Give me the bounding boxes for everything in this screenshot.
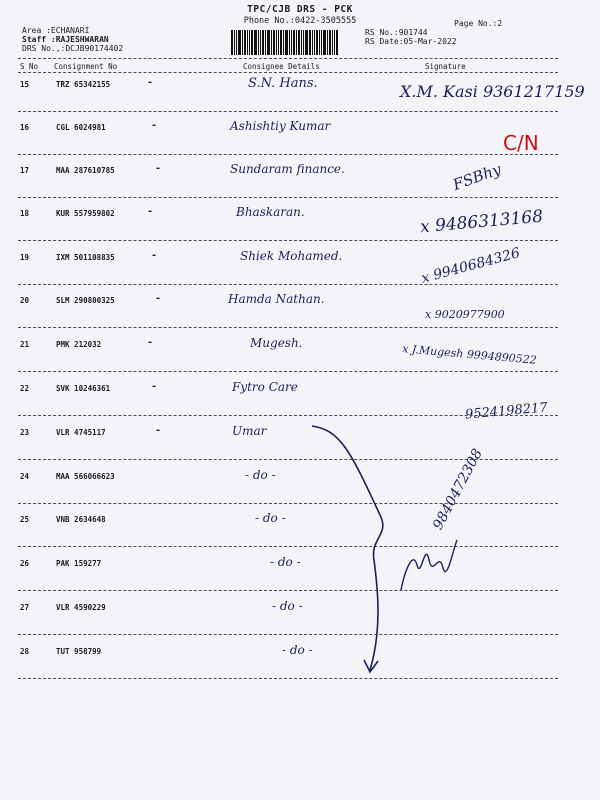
row-mark: -	[148, 206, 153, 217]
cn-mark: C/N	[503, 131, 539, 155]
row-consignee-handwriting: Mugesh.	[250, 336, 303, 350]
drs-number: DRS No.,:DCJB90174402	[22, 44, 124, 53]
barcode-bar	[301, 30, 302, 55]
row-consignment-number: VNB 2634648	[56, 515, 106, 524]
row-signature-handwriting: 9524198217	[464, 400, 549, 423]
barcode-bar	[273, 30, 275, 55]
row-divider	[18, 154, 558, 155]
row-signature-handwriting: FSBhy	[450, 160, 504, 194]
barcode-bar	[293, 30, 295, 55]
row-mark: -	[156, 425, 161, 436]
row-consignee-handwriting: - do -	[270, 555, 301, 569]
barcode-bar	[271, 30, 272, 55]
row-consignee-handwriting: - do -	[255, 511, 286, 525]
barcode-bar	[254, 30, 257, 55]
row-signature-handwriting: x J.Mugesh 9994890522	[401, 342, 538, 367]
row-sno: 17	[20, 166, 30, 175]
barcode-bar	[236, 30, 237, 55]
row-consignment-number: MAA 566066623	[56, 472, 115, 481]
row-sno: 21	[20, 340, 30, 349]
barcode-bar	[321, 30, 322, 55]
row-signature-handwriting: X.M. Kasi 9361217159	[400, 82, 585, 101]
barcode-bar	[262, 30, 264, 55]
column-header-consignment: Consignment No	[54, 62, 118, 71]
row-sno: 28	[20, 647, 30, 656]
row-signature-handwriting: x 9486313168	[419, 206, 544, 238]
page-number: Page No.:2	[454, 19, 503, 28]
row-sno: 19	[20, 253, 30, 262]
group-signature-scribble	[395, 510, 505, 610]
row-sno: 20	[20, 296, 30, 305]
row-divider	[18, 327, 558, 328]
barcode-icon	[231, 30, 361, 55]
barcode-bar	[296, 30, 297, 55]
barcode-bar	[251, 30, 253, 55]
row-divider	[18, 415, 558, 416]
barcode-bar	[305, 30, 308, 55]
barcode-bar	[258, 30, 259, 55]
barcode-bar	[267, 30, 270, 55]
row-mark: -	[156, 293, 161, 304]
barcode-bar	[249, 30, 250, 55]
row-consignment-number: CGL 6024981	[56, 123, 106, 132]
barcode-bar	[247, 30, 248, 55]
barcode-bar	[332, 30, 333, 55]
row-sno: 25	[20, 515, 30, 524]
row-sno: 16	[20, 123, 30, 132]
row-consignee-handwriting: Umar	[232, 424, 267, 438]
row-consignment-number: TRZ 65342155	[56, 80, 111, 89]
row-mark: -	[152, 120, 157, 131]
row-consignment-number: IXM 501108835	[56, 253, 115, 262]
barcode-bar	[291, 30, 292, 55]
document-title: TPC/CJB DRS - PCK	[247, 4, 353, 15]
barcode-bar	[276, 30, 277, 55]
row-sno: 27	[20, 603, 30, 612]
row-consignee-handwriting: S.N. Hans.	[248, 76, 318, 91]
row-consignment-number: SLM 290800325	[56, 296, 115, 305]
column-header-signature: Signature	[425, 62, 466, 71]
row-consignee-handwriting: - do -	[282, 643, 313, 657]
rs-date: RS Date:05-Mar-2022	[365, 37, 457, 46]
row-consignment-number: VLR 4745117	[56, 428, 106, 437]
row-mark: -	[148, 77, 153, 88]
rs-number: RS No.:901744	[365, 28, 428, 37]
row-mark: -	[148, 337, 153, 348]
barcode-bar	[234, 30, 235, 55]
row-consignee-handwriting: Fytro Care	[232, 380, 298, 394]
row-divider	[18, 284, 558, 285]
row-mark: -	[156, 163, 161, 174]
row-consignee-handwriting: - do -	[245, 468, 276, 482]
row-consignee-handwriting: Sundaram finance.	[230, 162, 345, 176]
row-sno: 22	[20, 384, 30, 393]
row-consignment-number: VLR 4590229	[56, 603, 106, 612]
row-consignee-handwriting: Ashishtiy Kumar	[230, 119, 331, 133]
barcode-bar	[278, 30, 279, 55]
row-mark: -	[152, 381, 157, 392]
barcode-bar	[260, 30, 261, 55]
barcode-bar	[298, 30, 300, 55]
barcode-bar	[336, 30, 338, 55]
row-sno: 18	[20, 209, 30, 218]
barcode-bar	[231, 30, 233, 55]
barcode-bar	[238, 30, 241, 55]
row-consignee-handwriting: Bhaskaran.	[236, 205, 305, 219]
row-divider	[18, 111, 558, 112]
area-label: Area :ECHANARI	[22, 26, 90, 35]
barcode-bar	[316, 30, 318, 55]
row-mark: -	[152, 250, 157, 261]
row-consignment-number: KUR 557959802	[56, 209, 115, 218]
row-signature-handwriting: x 9940684326	[419, 245, 522, 287]
row-signature-handwriting: x 9020977900	[425, 308, 505, 321]
row-divider	[18, 371, 558, 372]
row-consignment-number: PAK 159277	[56, 559, 102, 568]
barcode-bar	[285, 30, 288, 55]
row-sno: 26	[20, 559, 30, 568]
staff-label: Staff :RAJESHWARAN	[22, 35, 109, 44]
column-header-consignee: Consignee Details	[243, 62, 320, 71]
column-header-sno: S No	[20, 62, 39, 71]
barcode-bar	[327, 30, 328, 55]
barcode-bar	[314, 30, 315, 55]
barcode-bar	[283, 30, 284, 55]
row-divider	[18, 197, 558, 198]
row-consignee-handwriting: Shiek Mohamed.	[240, 249, 343, 263]
header-bottom-rule	[18, 72, 558, 73]
phone-number: Phone No.:0422-3505555	[243, 16, 357, 26]
row-sno: 24	[20, 472, 30, 481]
row-sno: 15	[20, 80, 30, 89]
barcode-bar	[323, 30, 326, 55]
row-consignment-number: TUT 958799	[56, 647, 102, 656]
row-consignee-handwriting: - do -	[272, 599, 303, 613]
row-consignment-number: MAA 287610785	[56, 166, 115, 175]
barcode-bar	[312, 30, 313, 55]
barcode-bar	[289, 30, 290, 55]
row-consignment-number: SVK 10246361	[56, 384, 111, 393]
barcode-bar	[265, 30, 266, 55]
barcode-bar	[244, 30, 246, 55]
row-consignment-number: PMK 212032	[56, 340, 102, 349]
barcode-bar	[303, 30, 304, 55]
barcode-bar	[280, 30, 282, 55]
barcode-bar	[319, 30, 320, 55]
barcode-bar	[242, 30, 243, 55]
barcode-bar	[309, 30, 311, 55]
barcode-bar	[334, 30, 335, 55]
header-top-rule	[18, 58, 558, 59]
group-signature-phone: 9840472308	[430, 446, 486, 533]
row-divider	[18, 240, 558, 241]
barcode-bar	[329, 30, 331, 55]
row-consignee-handwriting: Hamda Nathan.	[228, 292, 325, 306]
row-sno: 23	[20, 428, 30, 437]
